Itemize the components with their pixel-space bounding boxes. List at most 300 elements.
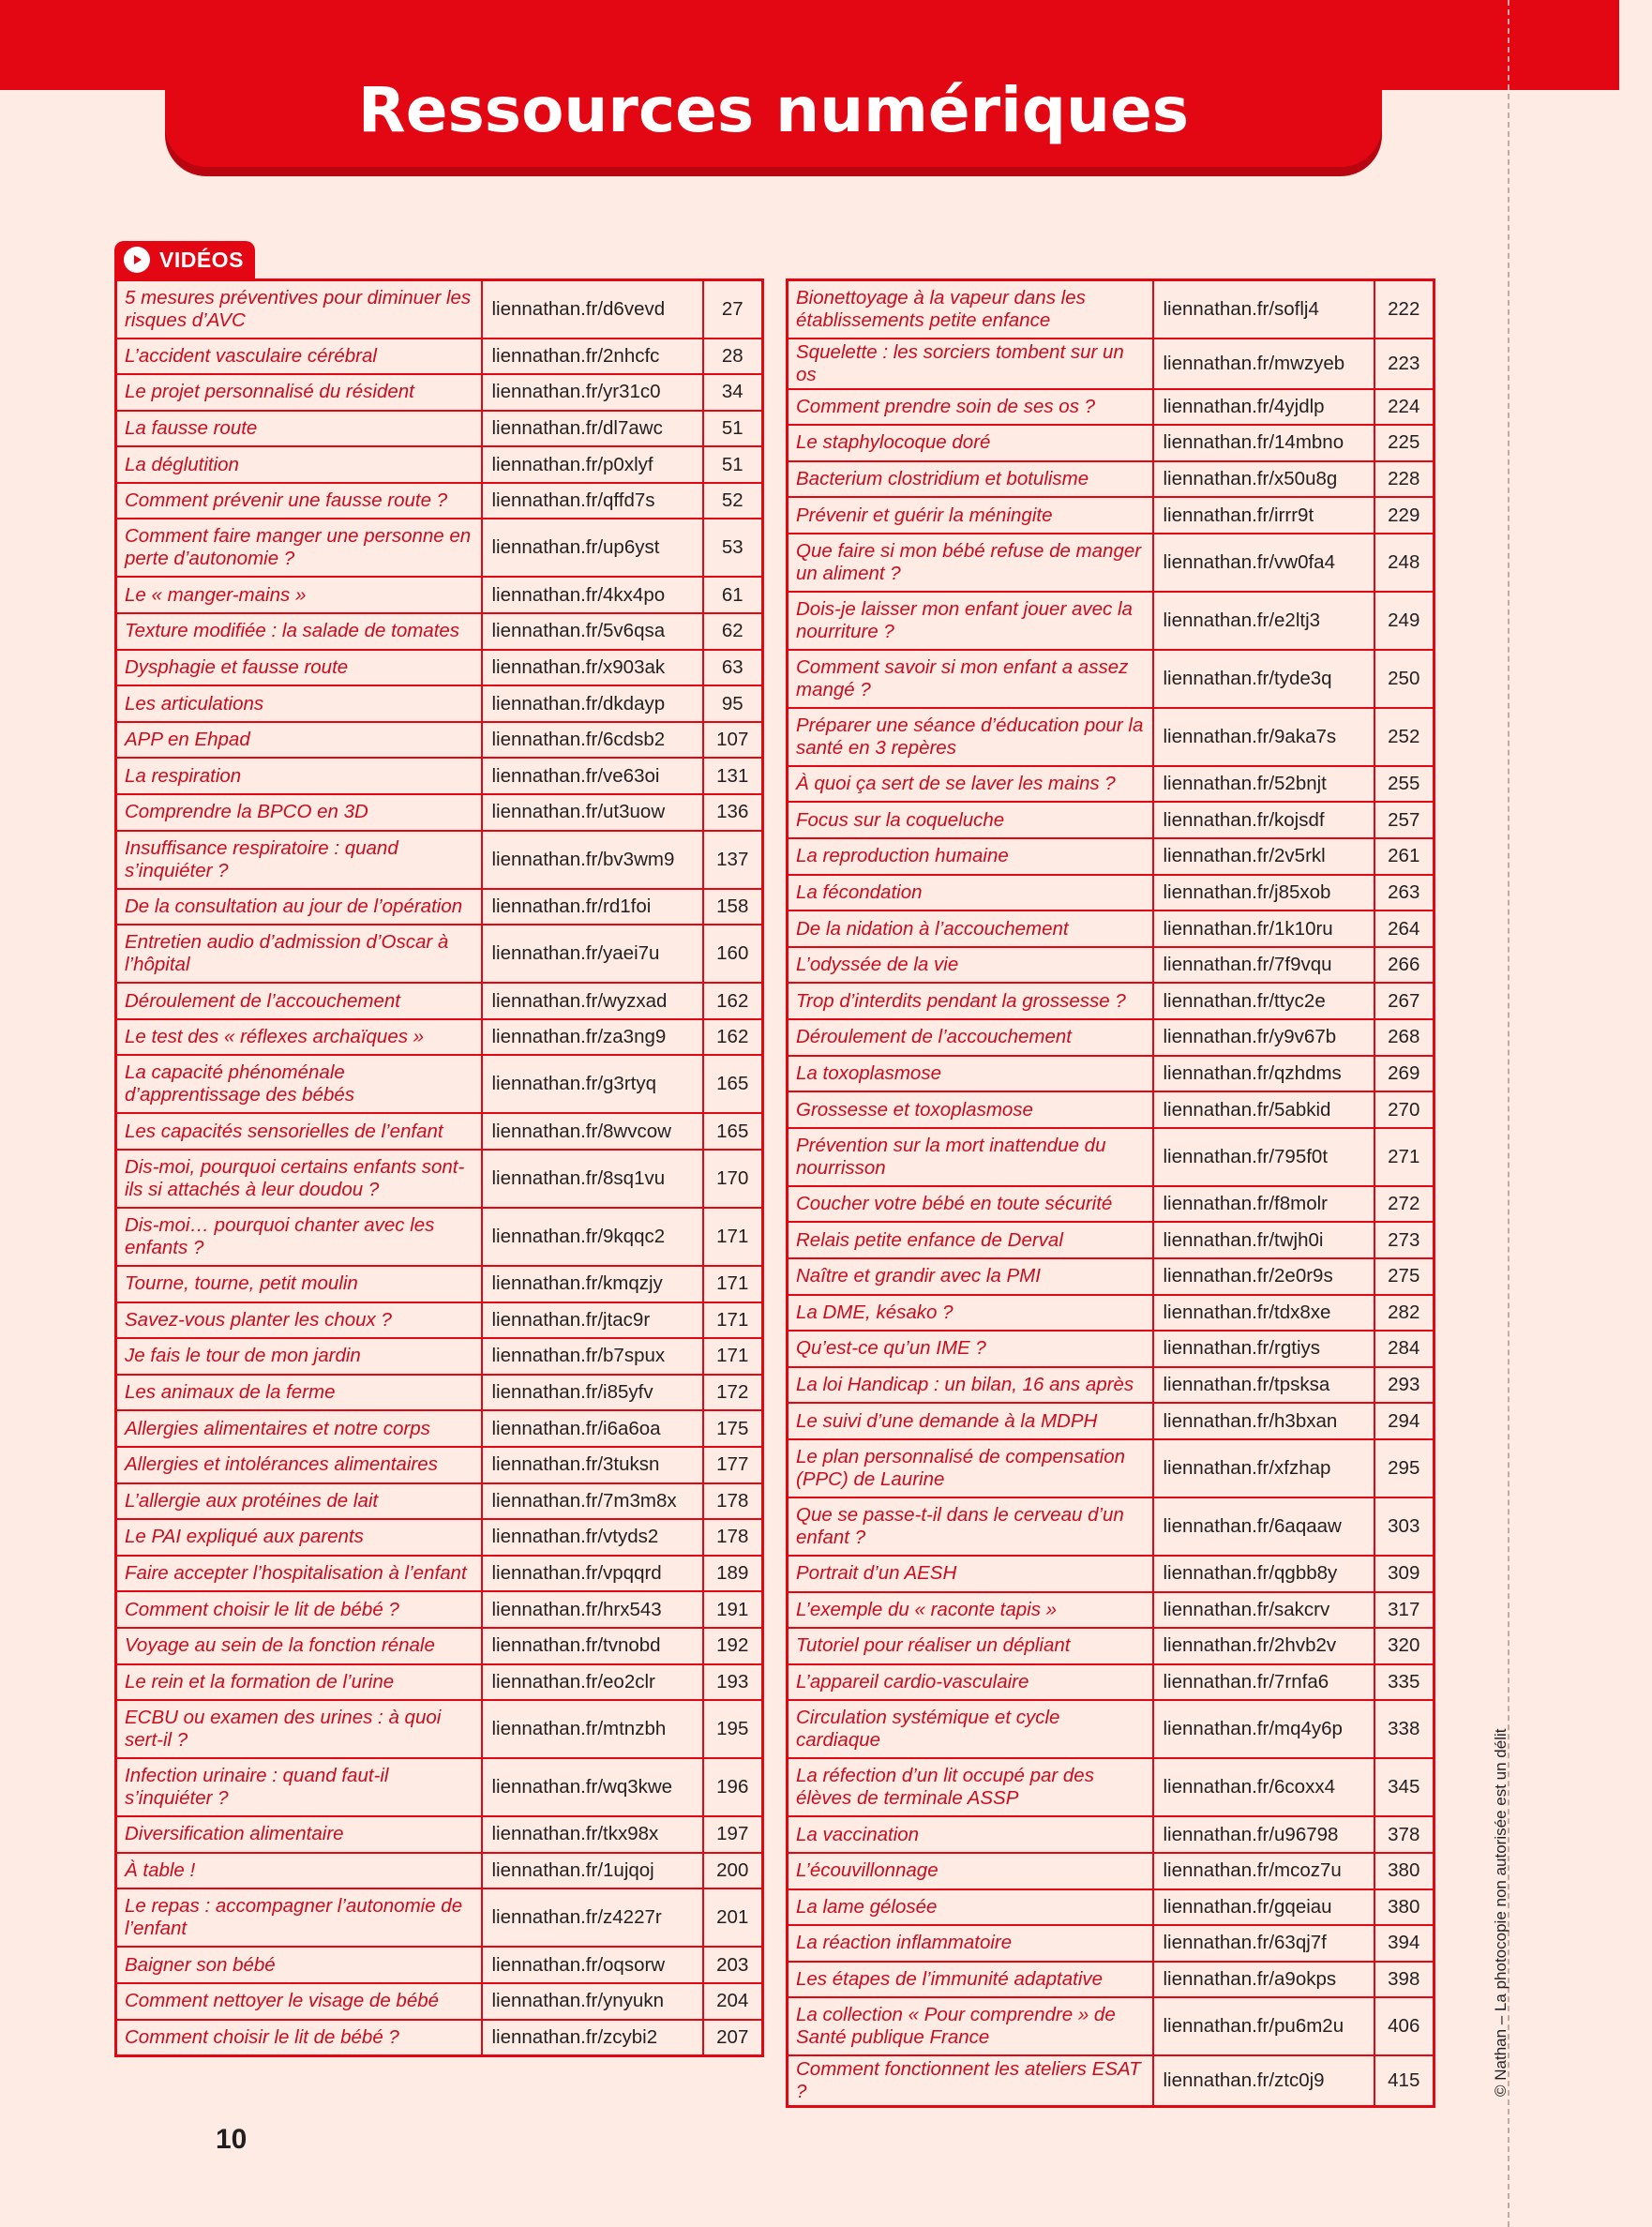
page-ref: 228 xyxy=(1374,461,1434,498)
video-link[interactable]: liennathan.fr/wq3kwe xyxy=(482,1758,703,1816)
page-ref: 380 xyxy=(1374,1889,1434,1926)
video-title: La vaccination xyxy=(788,1816,1153,1853)
page-ref: 52 xyxy=(703,483,763,519)
table-row xyxy=(116,1338,763,1375)
page-ref: 293 xyxy=(1374,1367,1434,1404)
table-row xyxy=(788,802,1434,838)
video-title: Diversification alimentaire xyxy=(116,1816,482,1853)
table-row xyxy=(788,1367,1434,1404)
video-link[interactable]: liennathan.fr/3tuksn xyxy=(482,1447,703,1483)
page-ref: 294 xyxy=(1374,1403,1434,1439)
table-row xyxy=(788,1403,1434,1439)
table-row xyxy=(116,613,763,650)
video-link[interactable]: liennathan.fr/5abkid xyxy=(1153,1091,1374,1128)
video-link[interactable]: liennathan.fr/2nhcfc xyxy=(482,339,703,375)
video-link[interactable]: liennathan.fr/2v5rkl xyxy=(1153,838,1374,875)
table-row xyxy=(788,1816,1434,1853)
table-row xyxy=(116,1758,763,1816)
table-row xyxy=(788,2055,1434,2107)
video-link[interactable]: liennathan.fr/2e0r9s xyxy=(1153,1258,1374,1295)
video-title: Le projet personnalisé du résident xyxy=(116,374,482,411)
video-title: Que faire si mon bébé refuse de manger un aliment ? xyxy=(788,534,1153,592)
video-title: Que se passe-t-il dans le cerveau d’un enfant ? xyxy=(788,1497,1153,1556)
video-title: Comment savoir si mon enfant a assez mangé ? xyxy=(788,650,1153,708)
page-ref: 191 xyxy=(703,1591,763,1628)
table-row xyxy=(116,794,763,831)
table-row xyxy=(116,374,763,411)
table-row xyxy=(788,708,1434,766)
page-ref: 272 xyxy=(1374,1186,1434,1223)
video-title: L’écouvillonnage xyxy=(788,1853,1153,1889)
page-ref: 264 xyxy=(1374,910,1434,947)
page-ref: 136 xyxy=(703,794,763,831)
table-row xyxy=(116,650,763,686)
page-ref: 257 xyxy=(1374,802,1434,838)
table-row xyxy=(116,1266,763,1302)
video-title: À quoi ça sert de se laver les mains ? xyxy=(788,766,1153,803)
video-link[interactable]: liennathan.fr/b7spux xyxy=(482,1338,703,1375)
table-row xyxy=(788,280,1434,339)
video-title: Tourne, tourne, petit moulin xyxy=(116,1266,482,1302)
video-title: Comment prendre soin de ses os ? xyxy=(788,389,1153,426)
table-row xyxy=(116,925,763,983)
video-link[interactable]: liennathan.fr/mq4y6p xyxy=(1153,1700,1374,1758)
video-title: La fécondation xyxy=(788,875,1153,911)
video-link[interactable]: liennathan.fr/6cdsb2 xyxy=(482,722,703,759)
table-row xyxy=(116,577,763,613)
video-title: Dis-moi, pourquoi certains enfants sont-ils si attachés à leur doudou ? xyxy=(116,1150,482,1208)
video-title: La réaction inflammatoire xyxy=(788,1925,1153,1962)
page-ref: 248 xyxy=(1374,534,1434,592)
table-row xyxy=(116,339,763,375)
page-ref: 303 xyxy=(1374,1497,1434,1556)
page-ref: 137 xyxy=(703,831,763,889)
video-link[interactable]: liennathan.fr/xfzhap xyxy=(1153,1439,1374,1497)
video-link[interactable]: liennathan.fr/6coxx4 xyxy=(1153,1758,1374,1816)
table-row xyxy=(788,947,1434,984)
page-ref: 345 xyxy=(1374,1758,1434,1816)
video-title: Dois-je laisser mon enfant jouer avec la nourriture ? xyxy=(788,592,1153,650)
video-link[interactable]: liennathan.fr/ve63oi xyxy=(482,758,703,794)
table-row xyxy=(788,650,1434,708)
page-ref: 189 xyxy=(703,1556,763,1592)
video-link[interactable]: liennathan.fr/mcoz7u xyxy=(1153,1853,1374,1889)
video-link[interactable]: liennathan.fr/mwzyeb xyxy=(1153,339,1374,389)
table-row xyxy=(116,1113,763,1150)
table-row xyxy=(788,461,1434,498)
video-link[interactable]: liennathan.fr/63qj7f xyxy=(1153,1925,1374,1962)
table-row xyxy=(116,280,763,339)
video-title: L’odyssée de la vie xyxy=(788,947,1153,984)
page-ref: 207 xyxy=(703,2020,763,2056)
video-link[interactable]: liennathan.fr/g3rtyq xyxy=(482,1055,703,1113)
video-title: Les articulations xyxy=(116,685,482,722)
table-row xyxy=(788,1962,1434,1998)
video-link[interactable]: liennathan.fr/x50u8g xyxy=(1153,461,1374,498)
videos-table-right xyxy=(786,278,1435,2108)
video-link[interactable]: liennathan.fr/7rnfa6 xyxy=(1153,1664,1374,1701)
table-row xyxy=(788,1664,1434,1701)
video-link[interactable]: liennathan.fr/rgtiys xyxy=(1153,1331,1374,1367)
page-ref: 261 xyxy=(1374,838,1434,875)
page-ref: 51 xyxy=(703,446,763,483)
video-title: Faire accepter l’hospitalisation à l’enfant xyxy=(116,1556,482,1592)
video-title: Comment nettoyer le visage de bébé xyxy=(116,1983,482,2020)
video-link[interactable]: liennathan.fr/irrr9t xyxy=(1153,497,1374,534)
video-link[interactable]: liennathan.fr/qzhdms xyxy=(1153,1056,1374,1092)
table-row xyxy=(116,411,763,447)
table-row xyxy=(116,1410,763,1447)
video-title: Allergies et intolérances alimentaires xyxy=(116,1447,482,1483)
table-row xyxy=(788,1295,1434,1332)
section-label: VIDÉOS xyxy=(159,247,244,272)
play-icon xyxy=(124,247,150,273)
page-ref: 271 xyxy=(1374,1128,1434,1186)
table-row xyxy=(116,685,763,722)
page-ref: 158 xyxy=(703,889,763,925)
video-link[interactable]: liennathan.fr/ut3uow xyxy=(482,794,703,831)
table-row xyxy=(116,1375,763,1411)
video-title: Baigner son bébé xyxy=(116,1947,482,1983)
video-link[interactable]: liennathan.fr/gqeiau xyxy=(1153,1889,1374,1926)
page-ref: 171 xyxy=(703,1302,763,1339)
video-link[interactable]: liennathan.fr/ynyukn xyxy=(482,1983,703,2020)
table-row xyxy=(788,1853,1434,1889)
video-link[interactable]: liennathan.fr/dl7awc xyxy=(482,411,703,447)
video-link[interactable]: liennathan.fr/zcybi2 xyxy=(482,2020,703,2056)
video-link[interactable]: liennathan.fr/za3ng9 xyxy=(482,1019,703,1056)
video-title: Les animaux de la ferme xyxy=(116,1375,482,1411)
video-link[interactable]: liennathan.fr/i85yfv xyxy=(482,1375,703,1411)
video-link[interactable]: liennathan.fr/tdx8xe xyxy=(1153,1295,1374,1332)
video-title: La lame gélosée xyxy=(788,1889,1153,1926)
video-link[interactable]: liennathan.fr/tvnobd xyxy=(482,1628,703,1664)
video-link[interactable]: liennathan.fr/8sq1vu xyxy=(482,1150,703,1208)
video-title: La déglutition xyxy=(116,446,482,483)
table-row xyxy=(116,1556,763,1592)
page-ref: 335 xyxy=(1374,1664,1434,1701)
page-ref: 175 xyxy=(703,1410,763,1447)
page-ref: 295 xyxy=(1374,1439,1434,1497)
table-row xyxy=(788,766,1434,803)
page-ref: 309 xyxy=(1374,1556,1434,1592)
table-row xyxy=(116,889,763,925)
page-ref: 270 xyxy=(1374,1091,1434,1128)
page-ref: 34 xyxy=(703,374,763,411)
video-link[interactable]: liennathan.fr/pu6m2u xyxy=(1153,1997,1374,2055)
video-title: Allergies alimentaires et notre corps xyxy=(116,1410,482,1447)
page-ref: 171 xyxy=(703,1266,763,1302)
video-title: APP en Ehpad xyxy=(116,722,482,759)
video-link[interactable]: liennathan.fr/up6yst xyxy=(482,519,703,577)
video-link[interactable]: liennathan.fr/dkdayp xyxy=(482,685,703,722)
table-row xyxy=(788,534,1434,592)
video-title: La reproduction humaine xyxy=(788,838,1153,875)
page-ref: 131 xyxy=(703,758,763,794)
page-ref: 177 xyxy=(703,1447,763,1483)
video-link[interactable]: liennathan.fr/vpqqrd xyxy=(482,1556,703,1592)
video-link[interactable]: liennathan.fr/795f0t xyxy=(1153,1128,1374,1186)
video-link[interactable]: liennathan.fr/d6vevd xyxy=(482,280,703,339)
page-ref: 394 xyxy=(1374,1925,1434,1962)
page-ref: 107 xyxy=(703,722,763,759)
video-link[interactable]: liennathan.fr/x903ak xyxy=(482,650,703,686)
page-ref: 249 xyxy=(1374,592,1434,650)
page-ref: 269 xyxy=(1374,1056,1434,1092)
video-title: Comment choisir le lit de bébé ? xyxy=(116,1591,482,1628)
video-title: L’allergie aux protéines de lait xyxy=(116,1483,482,1520)
video-link[interactable]: liennathan.fr/4yjdlp xyxy=(1153,389,1374,426)
table-row xyxy=(116,1947,763,1983)
video-title: Insuffisance respiratoire : quand s’inquiéter ? xyxy=(116,831,482,889)
video-title: Circulation systémique et cycle cardiaque xyxy=(788,1700,1153,1758)
video-title: Le PAI expliqué aux parents xyxy=(116,1519,482,1556)
page-ref: 275 xyxy=(1374,1258,1434,1295)
video-link[interactable]: liennathan.fr/yaei7u xyxy=(482,925,703,983)
page-ref: 95 xyxy=(703,685,763,722)
video-title: Comprendre la BPCO en 3D xyxy=(116,794,482,831)
page-ref: 171 xyxy=(703,1338,763,1375)
video-link[interactable]: liennathan.fr/p0xlyf xyxy=(482,446,703,483)
page-ref: 415 xyxy=(1374,2055,1434,2107)
table-row xyxy=(788,1439,1434,1497)
table-row xyxy=(116,1628,763,1664)
video-title: ECBU ou examen des urines : à quoi sert-il ? xyxy=(116,1700,482,1758)
page-ref: 222 xyxy=(1374,280,1434,339)
video-link[interactable]: liennathan.fr/tkx98x xyxy=(482,1816,703,1853)
video-title: De la nidation à l’accouchement xyxy=(788,910,1153,947)
page-ref: 252 xyxy=(1374,708,1434,766)
page-ref: 284 xyxy=(1374,1331,1434,1367)
table-row xyxy=(116,758,763,794)
video-link[interactable]: liennathan.fr/rd1foi xyxy=(482,889,703,925)
video-link[interactable]: liennathan.fr/bv3wm9 xyxy=(482,831,703,889)
page-ref: 255 xyxy=(1374,766,1434,803)
video-title: L’exemple du « raconte tapis » xyxy=(788,1592,1153,1629)
video-title: Comment prévenir une fausse route ? xyxy=(116,483,482,519)
table-row xyxy=(116,1591,763,1628)
video-title: Préparer une séance d’éducation pour la santé en 3 repères xyxy=(788,708,1153,766)
video-title: Je fais le tour de mon jardin xyxy=(116,1338,482,1375)
page-ref: 62 xyxy=(703,613,763,650)
table-row xyxy=(116,1888,763,1947)
table-row xyxy=(788,1186,1434,1223)
video-link[interactable]: liennathan.fr/kmqzjy xyxy=(482,1266,703,1302)
table-row xyxy=(116,1519,763,1556)
video-link[interactable]: liennathan.fr/z4227r xyxy=(482,1888,703,1947)
video-title: Grossesse et toxoplasmose xyxy=(788,1091,1153,1128)
table-row xyxy=(788,1056,1434,1092)
page-ref: 197 xyxy=(703,1816,763,1853)
video-title: Squelette : les sorciers tombent sur un os xyxy=(788,339,1153,389)
video-title: La capacité phénoménale d’apprentissage des bébés xyxy=(116,1055,482,1113)
table-row xyxy=(116,1447,763,1483)
video-title: Bionettoyage à la vapeur dans les établissements petite enfance xyxy=(788,280,1153,339)
video-link[interactable]: liennathan.fr/1ujqoj xyxy=(482,1853,703,1889)
table-row xyxy=(116,2020,763,2056)
table-row xyxy=(116,1983,763,2020)
table-row xyxy=(788,389,1434,426)
video-link[interactable]: liennathan.fr/vw0fa4 xyxy=(1153,534,1374,592)
table-row xyxy=(116,1853,763,1889)
video-link[interactable]: liennathan.fr/yr31c0 xyxy=(482,374,703,411)
page-ref: 380 xyxy=(1374,1853,1434,1889)
table-row xyxy=(116,1483,763,1520)
page-ref: 398 xyxy=(1374,1962,1434,1998)
page-ref: 178 xyxy=(703,1483,763,1520)
video-link[interactable]: liennathan.fr/hrx543 xyxy=(482,1591,703,1628)
page-ref: 406 xyxy=(1374,1997,1434,2055)
table-row xyxy=(116,483,763,519)
video-title: Entretien audio d’admission d’Oscar à l’hôpital xyxy=(116,925,482,983)
page-ref: 178 xyxy=(703,1519,763,1556)
video-link[interactable]: liennathan.fr/oqsorw xyxy=(482,1947,703,1983)
video-title: Prévention sur la mort inattendue du nourrisson xyxy=(788,1128,1153,1186)
video-link[interactable]: liennathan.fr/jtac9r xyxy=(482,1302,703,1339)
table-row xyxy=(116,1208,763,1266)
video-title: Dis-moi… pourquoi chanter avec les enfants ? xyxy=(116,1208,482,1266)
page-ref: 225 xyxy=(1374,425,1434,461)
video-title: Dysphagie et fausse route xyxy=(116,650,482,686)
video-link[interactable]: liennathan.fr/8wvcow xyxy=(482,1113,703,1150)
table-row xyxy=(116,722,763,759)
table-row xyxy=(788,592,1434,650)
video-title: Comment faire manger une personne en perte d’autonomie ? xyxy=(116,519,482,577)
video-link[interactable]: liennathan.fr/qffd7s xyxy=(482,483,703,519)
page-ref: 273 xyxy=(1374,1222,1434,1258)
video-link[interactable]: liennathan.fr/9aka7s xyxy=(1153,708,1374,766)
video-link[interactable]: liennathan.fr/vtyds2 xyxy=(482,1519,703,1556)
video-link[interactable]: liennathan.fr/14mbno xyxy=(1153,425,1374,461)
video-title: 5 mesures préventives pour diminuer les risques d’AVC xyxy=(116,280,482,339)
table-row xyxy=(788,1222,1434,1258)
table-row xyxy=(788,1700,1434,1758)
video-link[interactable]: liennathan.fr/ztc0j9 xyxy=(1153,2055,1374,2107)
page-ref: 266 xyxy=(1374,947,1434,984)
video-title: Relais petite enfance de Derval xyxy=(788,1222,1153,1258)
page-number: 10 xyxy=(216,2124,248,2155)
page-ref: 201 xyxy=(703,1888,763,1947)
page-ref: 165 xyxy=(703,1055,763,1113)
table-row xyxy=(788,1331,1434,1367)
video-link[interactable]: liennathan.fr/eo2clr xyxy=(482,1664,703,1701)
video-link[interactable]: liennathan.fr/52bnjt xyxy=(1153,766,1374,803)
video-link[interactable]: liennathan.fr/6aqaaw xyxy=(1153,1497,1374,1556)
video-title: Focus sur la coqueluche xyxy=(788,802,1153,838)
table-row xyxy=(116,1664,763,1701)
table-row xyxy=(788,1592,1434,1629)
video-link[interactable]: liennathan.fr/h3bxan xyxy=(1153,1403,1374,1439)
table-row xyxy=(116,1019,763,1056)
video-link[interactable]: liennathan.fr/9kqqc2 xyxy=(482,1208,703,1266)
page-ref: 160 xyxy=(703,925,763,983)
video-link[interactable]: liennathan.fr/tpsksa xyxy=(1153,1367,1374,1404)
video-link[interactable]: liennathan.fr/sakcrv xyxy=(1153,1592,1374,1629)
video-link[interactable]: liennathan.fr/7f9vqu xyxy=(1153,947,1374,984)
video-title: Le staphylocoque doré xyxy=(788,425,1153,461)
table-row xyxy=(788,339,1434,389)
video-link[interactable]: liennathan.fr/i6a6oa xyxy=(482,1410,703,1447)
page-ref: 195 xyxy=(703,1700,763,1758)
video-title: Bacterium clostridium et botulisme xyxy=(788,461,1153,498)
table-row xyxy=(788,1497,1434,1556)
page-ref: 171 xyxy=(703,1208,763,1266)
video-link[interactable]: liennathan.fr/u96798 xyxy=(1153,1816,1374,1853)
video-title: Qu’est-ce qu’un IME ? xyxy=(788,1331,1153,1367)
video-title: Le suivi d’une demande à la MDPH xyxy=(788,1403,1153,1439)
page-ref: 193 xyxy=(703,1664,763,1701)
video-link[interactable]: liennathan.fr/f8molr xyxy=(1153,1186,1374,1223)
video-link[interactable]: liennathan.fr/1k10ru xyxy=(1153,910,1374,947)
page-ref: 317 xyxy=(1374,1592,1434,1629)
page-ref: 172 xyxy=(703,1375,763,1411)
page-ref: 162 xyxy=(703,1019,763,1056)
page-ref: 196 xyxy=(703,1758,763,1816)
video-link[interactable]: liennathan.fr/wyzxad xyxy=(482,983,703,1019)
video-link[interactable]: liennathan.fr/y9v67b xyxy=(1153,1019,1374,1056)
video-link[interactable]: liennathan.fr/5v6qsa xyxy=(482,613,703,650)
video-link[interactable]: liennathan.fr/twjh0i xyxy=(1153,1222,1374,1258)
video-link[interactable]: liennathan.fr/2hvb2v xyxy=(1153,1628,1374,1664)
video-link[interactable]: liennathan.fr/mtnzbh xyxy=(482,1700,703,1758)
video-link[interactable]: liennathan.fr/j85xob xyxy=(1153,875,1374,911)
video-link[interactable]: liennathan.fr/ttyc2e xyxy=(1153,983,1374,1019)
table-row xyxy=(788,1889,1434,1926)
page-ref: 223 xyxy=(1374,339,1434,389)
page-ref: 51 xyxy=(703,411,763,447)
video-link[interactable]: liennathan.fr/a9okps xyxy=(1153,1962,1374,1998)
table-row xyxy=(788,1556,1434,1592)
page-ref: 204 xyxy=(703,1983,763,2020)
page-title: Ressources numériques xyxy=(357,74,1190,146)
video-title: L’appareil cardio-vasculaire xyxy=(788,1664,1153,1701)
table-row xyxy=(788,1925,1434,1962)
table-row xyxy=(116,1700,763,1758)
video-link[interactable]: liennathan.fr/qgbb8y xyxy=(1153,1556,1374,1592)
table-row xyxy=(788,1091,1434,1128)
table-row xyxy=(788,1997,1434,2055)
page-ref: 250 xyxy=(1374,650,1434,708)
video-title: La fausse route xyxy=(116,411,482,447)
video-link[interactable]: liennathan.fr/7m3m8x xyxy=(482,1483,703,1520)
table-row xyxy=(116,983,763,1019)
page-ref: 53 xyxy=(703,519,763,577)
video-title: La DME, késako ? xyxy=(788,1295,1153,1332)
section-tag xyxy=(114,241,255,278)
video-title: Tutoriel pour réaliser un dépliant xyxy=(788,1628,1153,1664)
video-title: Déroulement de l’accouchement xyxy=(788,1019,1153,1056)
page-ref: 162 xyxy=(703,983,763,1019)
video-title: Les étapes de l’immunité adaptative xyxy=(788,1962,1153,1998)
page-ref: 63 xyxy=(703,650,763,686)
video-title: La toxoplasmose xyxy=(788,1056,1153,1092)
video-title: Prévenir et guérir la méningite xyxy=(788,497,1153,534)
table-row xyxy=(788,1019,1434,1056)
video-link[interactable]: liennathan.fr/e2ltj3 xyxy=(1153,592,1374,650)
page-ref: 61 xyxy=(703,577,763,613)
video-title: La collection « Pour comprendre » de Santé publique France xyxy=(788,1997,1153,2055)
page-ref: 165 xyxy=(703,1113,763,1150)
video-title: De la consultation au jour de l’opération xyxy=(116,889,482,925)
table-row xyxy=(116,1816,763,1853)
video-link[interactable]: liennathan.fr/soflj4 xyxy=(1153,280,1374,339)
video-link[interactable]: liennathan.fr/kojsdf xyxy=(1153,802,1374,838)
page-ref: 267 xyxy=(1374,983,1434,1019)
video-link[interactable]: liennathan.fr/tyde3q xyxy=(1153,650,1374,708)
video-title: Comment choisir le lit de bébé ? xyxy=(116,2020,482,2056)
video-link[interactable]: liennathan.fr/4kx4po xyxy=(482,577,703,613)
table-row xyxy=(116,1302,763,1339)
